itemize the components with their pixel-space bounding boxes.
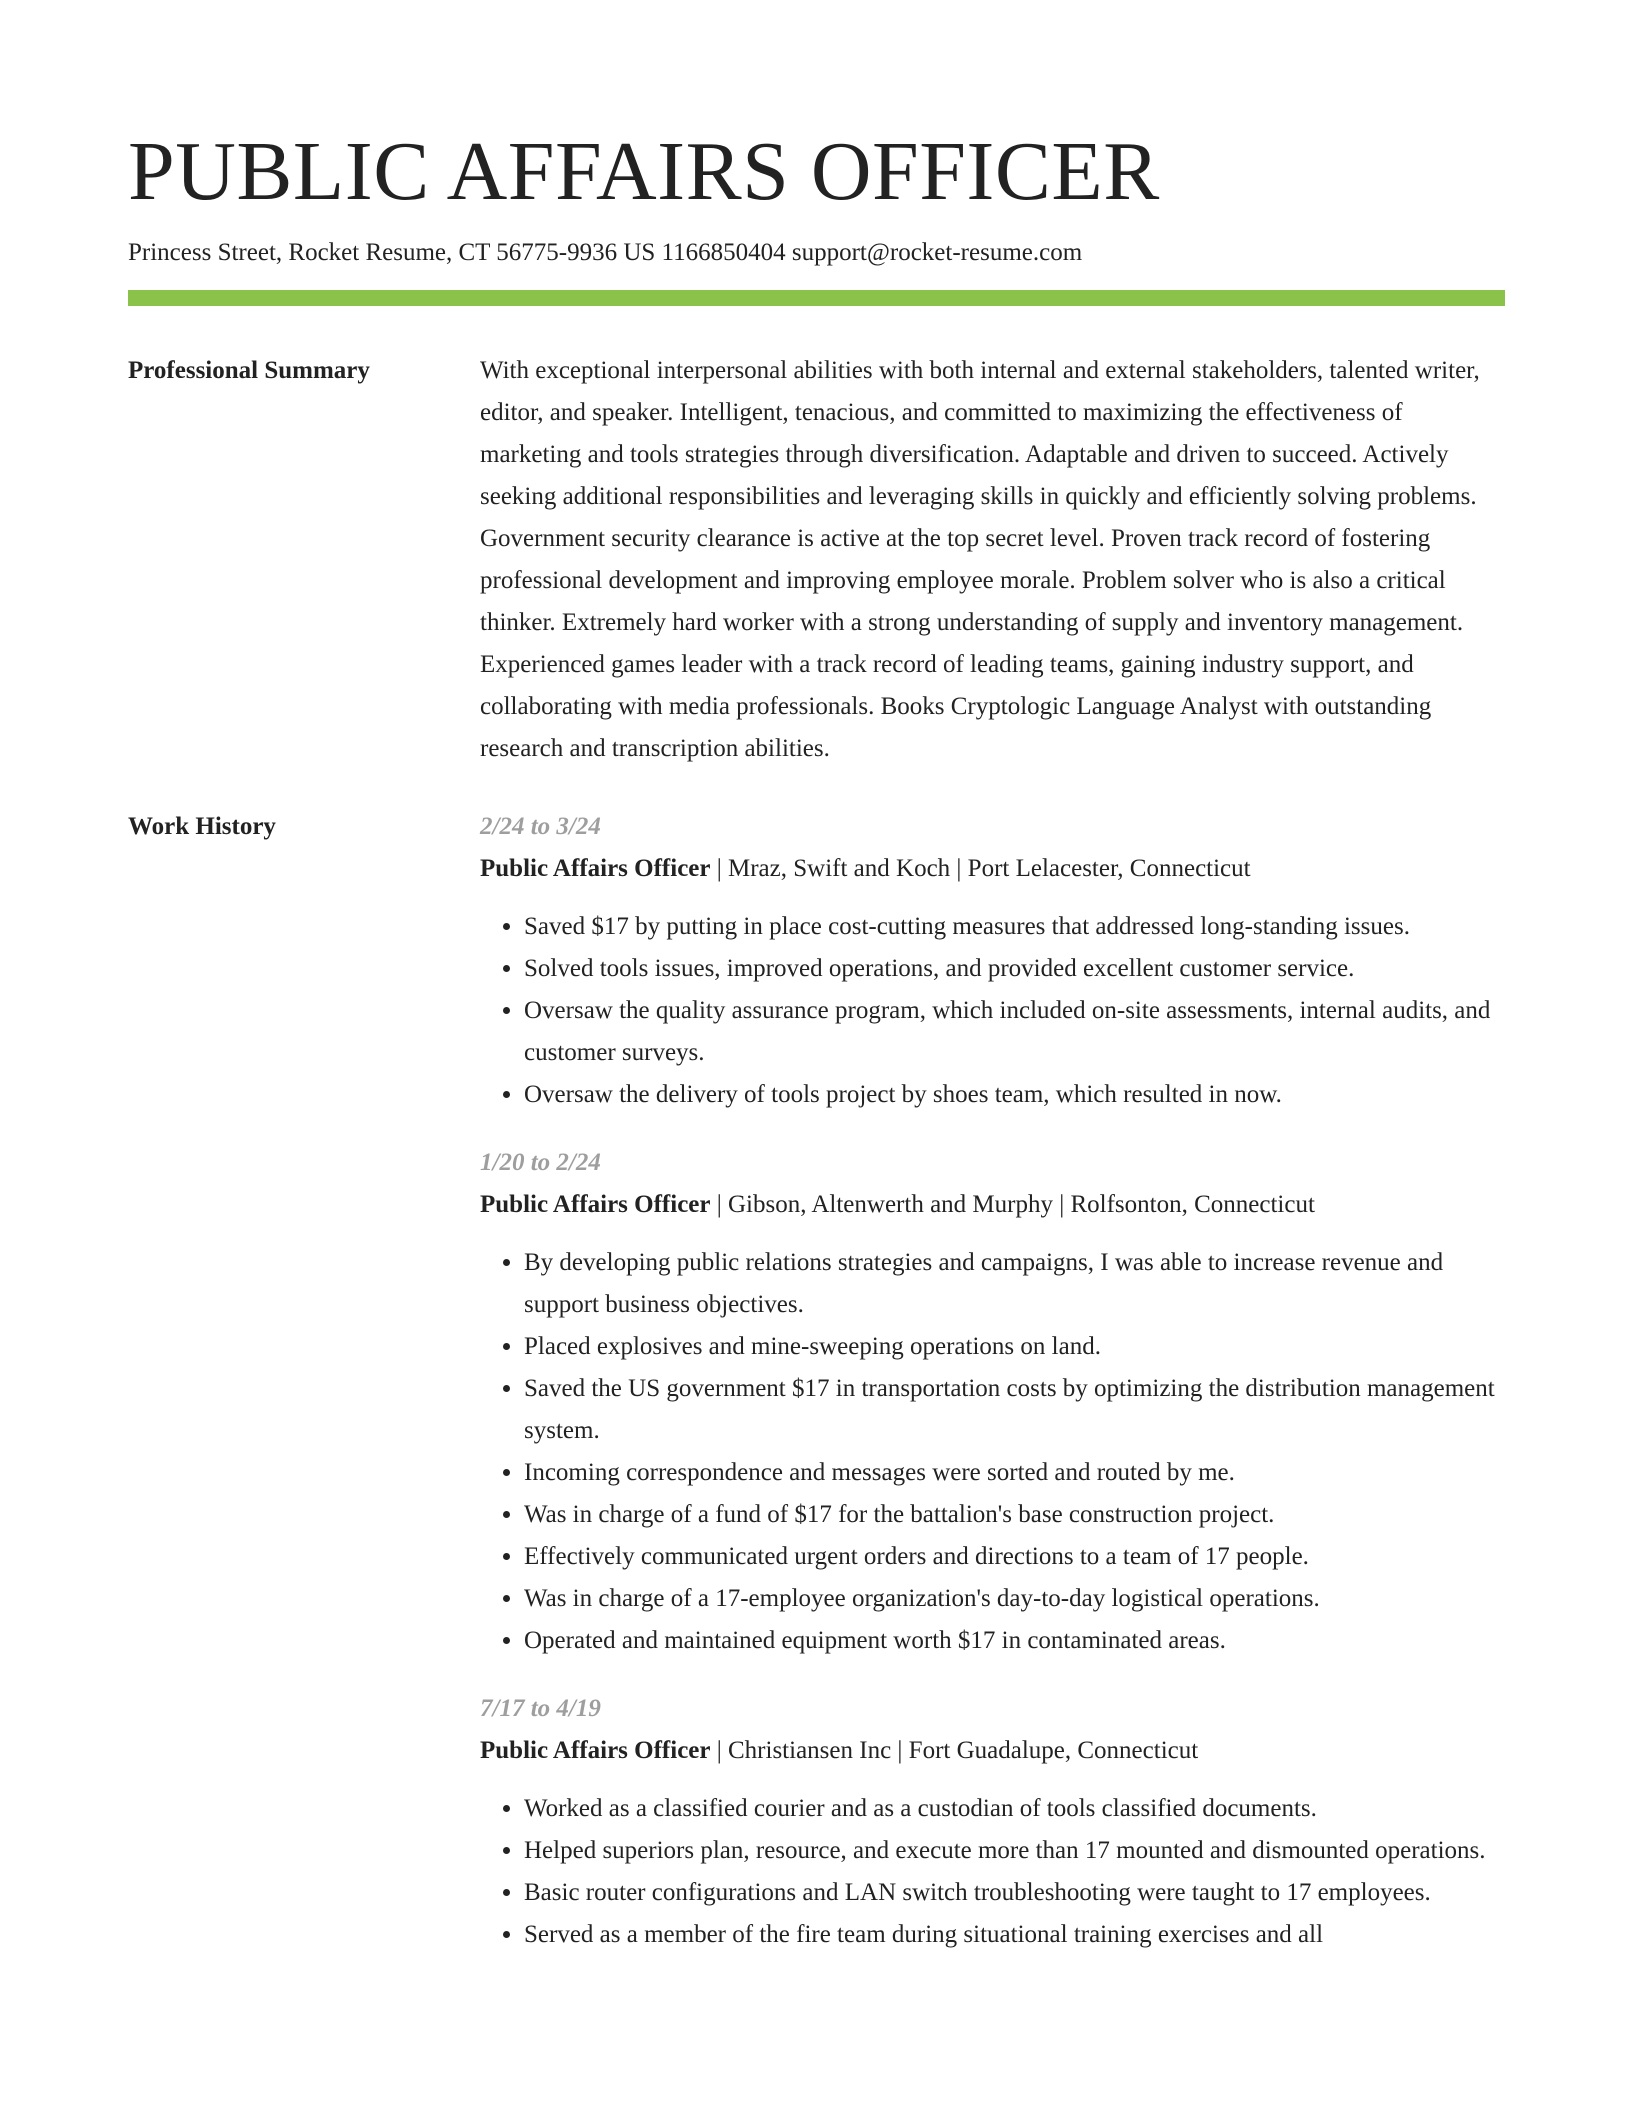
list-item: • Placed explosives and mine-sweeping operations on land. (524, 1326, 1505, 1368)
list-item: • Effectively communicated urgent orders and directions to a team of 17 people. (524, 1536, 1505, 1578)
list-item: • Basic router configurations and LAN switch troubleshooting were taught to 17 employees. (524, 1872, 1505, 1914)
work-history-list (480, 806, 1505, 1956)
summary-text: With exceptional interpersonal abilities with both internal and external stakeholders, talented writer, editor, and speaker. Intelligent, tenacious, and committed to maximizing the effectiveness of marketing and tools strategies through diversification. Adaptable and driven to succeed. Actively seeking additional responsibilities and leveraging skills in quickly and efficiently solving problems. Government security clearance is active at the top secret level. Proven track record of fostering professional development and improving employee morale. Problem solver who is also a critical thinker. Extremely hard worker with a strong understanding of supply and inventory management. Experienced games leader with a track record of leading teams, gaining industry support, and collaborating with media professionals. Books Cryptologic Language Analyst with outstanding research and transcription abilities. (480, 357, 1480, 762)
job-entry (480, 806, 1505, 1116)
list-item: • Oversaw the delivery of tools project by shoes team, which resulted in now. (524, 1074, 1505, 1116)
job-company-location: | Christiansen Inc | Fort Guadalupe, Connecticut (710, 1737, 1199, 1764)
section-heading: Work History (128, 813, 276, 840)
resume-page (128, 118, 1505, 1956)
job-dates: 7/17 to 4/19 (480, 1695, 601, 1722)
job-title-line (480, 1730, 1505, 1772)
list-item: • Saved the US government $17 in transportation costs by optimizing the distribution management system. (524, 1368, 1505, 1452)
job-title-line (480, 1184, 1505, 1226)
list-item: • Incoming correspondence and messages were sorted and routed by me. (524, 1452, 1505, 1494)
job-bullet-list (480, 1788, 1505, 1956)
list-item: • Was in charge of a fund of $17 for the battalion's base construction project. (524, 1494, 1505, 1536)
job-company-location: | Mraz, Swift and Koch | Port Lelacester, Connecticut (710, 855, 1251, 882)
list-item: • By developing public relations strategies and campaigns, I was able to increase revenue and support business objectives. (524, 1242, 1505, 1326)
job-title-line (480, 848, 1505, 890)
job-entry (480, 1142, 1505, 1662)
job-dates: 1/20 to 2/24 (480, 1149, 601, 1176)
contact-address: Princess Street, Rocket Resume, CT 56775-9936 US (128, 239, 656, 266)
section-heading: Professional Summary (128, 357, 370, 384)
list-item: • Helped superiors plan, resource, and execute more than 17 mounted and dismounted operations. (524, 1830, 1505, 1872)
job-bullet-list (480, 1242, 1505, 1662)
contact-line (128, 236, 1505, 270)
job-dates: 2/24 to 3/24 (480, 813, 601, 840)
job-bullet-list (480, 906, 1505, 1116)
job-entry (480, 1688, 1505, 1956)
job-title: Public Affairs Officer (480, 1191, 711, 1218)
contact-email: support@rocket-resume.com (791, 239, 1083, 266)
list-item: • Oversaw the quality assurance program, which included on-site assessments, internal audits, and customer surveys. (524, 990, 1505, 1074)
resume-title: PUBLIC AFFAIRS OFFICER (128, 125, 1160, 218)
job-company-location: | Gibson, Altenwerth and Murphy | Rolfsonton, Connecticut (710, 1191, 1315, 1218)
job-title: Public Affairs Officer (480, 1737, 711, 1764)
list-item: • Served as a member of the fire team during situational training exercises and all (524, 1914, 1505, 1956)
work-history-section (128, 806, 1505, 1956)
list-item: • Was in charge of a 17-employee organization's day-to-day logistical operations. (524, 1578, 1505, 1620)
contact-phone: 1166850404 (661, 239, 786, 266)
list-item: • Solved tools issues, improved operations, and provided excellent customer service. (524, 948, 1505, 990)
list-item: • Worked as a classified courier and as a custodian of tools classified documents. (524, 1788, 1505, 1830)
job-title: Public Affairs Officer (480, 855, 711, 882)
section-body (480, 350, 1505, 770)
accent-divider (128, 290, 1505, 306)
professional-summary-section (128, 350, 1505, 770)
list-item: • Operated and maintained equipment worth $17 in contaminated areas. (524, 1620, 1505, 1662)
list-item: • Saved $17 by putting in place cost-cutting measures that addressed long-standing issues. (524, 906, 1505, 948)
